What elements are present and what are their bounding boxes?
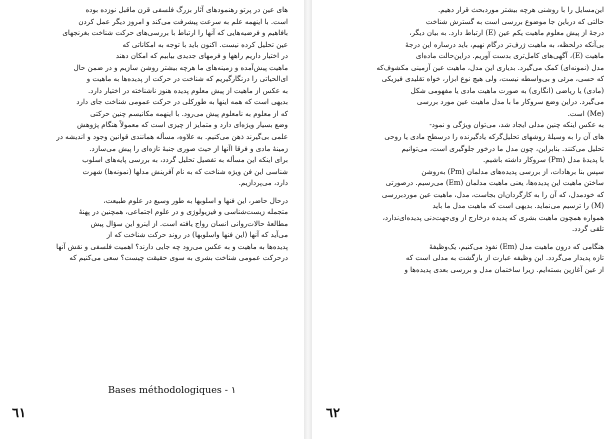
text-line: حالتی که درباین جا موضوع بررسی است به گسترش شناخت (425, 16, 604, 26)
text-line: ماهیت (E)، آگهی‌های کامل‌تری بدست آوریم. دراین‌حالت ماده‌ای (415, 51, 604, 61)
text-line: که حسی، مرئی و بی‌واسطه نیست، ولی هیچ نوع ابزار، خواه تقلیدی فیزیکی (381, 74, 604, 84)
text-line: به عکس از ماهیت از پیش معلوم پدیده هنوز ناشناخته در اختیار دارد. (88, 85, 288, 95)
text-line: وضع بسیار ویژه‌ای دارد و متمایز از چیزی است که معمولاً هنگام پژوهش (76, 120, 288, 130)
text-line: (مادی) یا ریاضی (انگاری) به صورت ماهیت مادی یا مفهومی شکل (410, 85, 604, 95)
text-line: شناسی این فن ویژه شناخت که به نام آفرینش مدلها (نمونه‌ها) شهرت (82, 166, 288, 176)
text-line: دارد، می‌پردازیم. (238, 178, 288, 188)
book-gutter (304, 0, 312, 439)
text-line: مدل (نمونه‌ای) کمک می‌گیرد. بدیاری این مدل، ماهیت عین آزمینی مکشوف‌که (376, 62, 604, 72)
text-line: هنگامی که درون ماهیت مدل (Em) نفوذ می‌کنیم، یک‌وظیفهٔ (429, 241, 604, 251)
text-line: درجهٔ از پیش معلوم ماهیت یکم عین (E) ارتباط دارد. به بیان دیگر، (409, 28, 604, 38)
text-line: متجمله زیست‌شناسی و فیزیولوژی و در علوم اجتماعی، همچنین در پهنهٔ (78, 207, 288, 217)
text-line: (Me) است. (567, 108, 604, 118)
right-page-body (332, 4, 604, 276)
text-line: بی‌آنکه درلحظه، به ماهیت ژرف‌تر درگام نهیم، باید درساره این درجهٔ (405, 39, 604, 49)
text-line: های آن را به وسیلهٔ روشهای تحلیل‌گرکه یادگیرنده را درسطح مادی یا روحی (384, 132, 604, 142)
text-line: زمینهٔ مادی و فرقا اآنها از حیث صوری جنبهٔ تازه‌ای را پیش می‌سازد. (89, 143, 288, 153)
right-page (312, 0, 616, 439)
text-line: (M) را ترسیم می‌نماید. بدیهی است که ماهیت مدل ما باید (432, 201, 604, 211)
text-line: سپس بنا برهادات، از بررسی پدیده‌های مدلمان (Pm) به‌روشن (421, 166, 604, 176)
text-line: به عکس اینکه چنین مدلی ایجاد شد، می‌توان ویژگی و نمود- (429, 120, 604, 130)
text-line: بدیهی است که همه اینها به طورکلی در حرکت عمومی شناخت جای دارد (76, 97, 288, 107)
text-line: همواره همچون ماهیت بشری که پدیده درخارج از وی‌جهت‌دنی پدیده‌ای‌ندارد، (382, 212, 604, 222)
text-line: با پدیدهٔ مدل (Pm) سروکار داشته باشیم. (483, 155, 604, 165)
text-line: می‌گیرد. دراین وضع سروکار ما با مدل ماهیت عین مورد بررسی (416, 97, 604, 107)
text-line: تلقی گردد. (572, 224, 604, 234)
text-line: پدیده‌ها به ماهیت و به عکس می‌رود چه جایی دارند؟ اهمیت فلسفی و نقش آنها (56, 241, 288, 251)
text-line: که از معلوم به نامعلوم پیش می‌رود. با اینهمه مکانیسم چنین حرکتی (90, 108, 288, 118)
text-line: که خودمدل، که آن را به کارگردان‌ان بجاست، مدل، ماهیت عین موردبررسی (381, 189, 604, 199)
text-line: تحلیل می‌کنند. بنابراین، چون مدل ما درخور جلوگیری است، می‌توانیم (401, 143, 604, 153)
text-line: ماهیت پیش‌آمده و زمینه‌های ما هرچه بیشتر روشن سازیم و در ضمن حال (73, 62, 288, 72)
text-line: تازه پدیدار می‌گردد. این وظیفه عبارت از بازگشت به مدلی است که (405, 253, 604, 263)
text-line: در اختیار داریم راهها و فرمهای جدیدی بیابیم که امکان دهند (115, 51, 288, 61)
text-line: علمی بی‌گیرند ذهن می‌کنیم. به علاوه، مسأله همانندی قوانین وجود و اندیشه در (56, 132, 288, 142)
left-page-body (14, 4, 288, 264)
text-line: برای اینکه این مسأله به تفصیل تحلیل گردد، به بررسی پایه‌های اسلوب (82, 155, 288, 165)
text-line: بافاهیم و فرضیه‌هایی که آنها را ارتباط با بررسی‌های حرکت شناخت بغرنجهای (62, 28, 288, 38)
text-line: است. با اینهمه علم به سرعت پیشرفت می‌کند و امروز دیگر عمل کردن (78, 16, 288, 26)
right-page-number: ٦٢ (326, 406, 340, 421)
text-line: ساختن ماهیت این پدیده‌ها، یعنی ماهیت مدلمان (Em) می‌رسیم. درصورتی (385, 178, 604, 188)
text-line: مطالعهٔ حالات‌روانی انسان رواج یافته است. از اینرو این سؤال پیش (90, 218, 288, 228)
running-head: Bases méthodologiques - ١ (108, 385, 237, 396)
text-line: می‌آید که آنها (این فنها واسلوبها) در روند حرکت شناخت که از (106, 230, 288, 240)
text-line: درحال حاضر، این فنها و اسلوبها به طور وسیع در علوم طبیعت، (103, 195, 288, 205)
text-line: از عین آغازین بسته‌ایم. زیرا ساختمان مدل و بررسی بعدی پدیده‌ها و (404, 265, 604, 275)
left-page (0, 0, 304, 439)
text-line: عین تحلیل کرده نیست. اکنون باید با توجه به امکاناتی که (122, 39, 288, 49)
left-page-number: ٦١ (12, 406, 26, 421)
text-line: درحرکت عمومی شناخت بشری به سوی حقیقت چیست؟ سعی می‌کنیم که (69, 253, 288, 263)
text-line: این‌مسایل را با روشنی هرچه بیشتر موردبحث قرار دهیم. (437, 5, 604, 14)
text-line: های عین در پرتو رهنمودهای آثار بزرگ فلسفی قرن ماقبل نوزده بوده (85, 5, 288, 14)
text-line: ای‌الحیاتی را درنگارگیریم که شناخت در حرکت از پدیده‌ها به ماهیت و (86, 74, 288, 84)
